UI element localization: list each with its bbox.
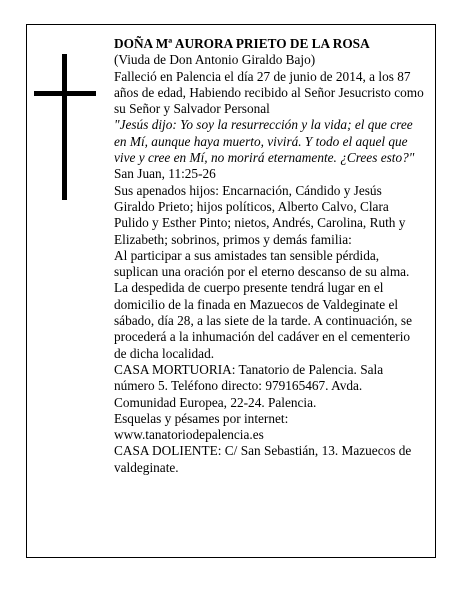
mourning-house: CASA DOLIENTE: C/ San Sebastián, 13. Mazuecos de valdeginate. (114, 443, 412, 475)
death-announcement: Falleció en Palencia el día 27 de junio de 2014, a los 87 años de edad, Habiendo recibido al Señor Jesucristo como su Señor y Salvador Personal (114, 68, 424, 117)
obituary-text (114, 36, 424, 476)
internet-label: Esquelas y pésames por internet: (114, 410, 289, 426)
widow-of-line: (Viuda de Don Antonio Giraldo Bajo) (114, 52, 316, 68)
mortuary-info: CASA MORTUORIA: Tanatorio de Palencia. Sala número 5. Teléfono directo: 979165467. Avda. Comunidad Europea, 22-24. Palencia. (114, 361, 384, 410)
cross-icon (34, 54, 96, 200)
website-link: www.tanatoriodepalencia.es (114, 427, 264, 443)
prayer-request: Al participar a sus amistades tan sensible pérdida, suplican una oración por el eterno descanso de su alma. (114, 247, 410, 280)
bible-quote: "Jesús dijo: Yo soy la resurrección y la vida; el que cree en Mí, aunque haya muerto, vivirá. Y todo el aquel que vive y cree en Mí, no morirá eternamente. ¿Crees esto?" (114, 117, 415, 166)
deceased-name: DOÑA Mª AURORA PRIETO DE LA ROSA (114, 36, 370, 51)
cross-horizontal-bar (34, 91, 96, 96)
cross-vertical-bar (62, 54, 67, 200)
funeral-details: La despedida de cuerpo presente tendrá lugar en el domicilio de la finada en Mazuecos de Valdeginate el sábado, día 28, a las siete de la tarde. A continuación, se procederá a la inhumación del cadáver en el cementerio de dicha localidad. (114, 280, 412, 361)
family-list: Sus apenados hijos: Encarnación, Cándido y Jesús Giraldo Prieto; hijos políticos, Alberto Calvo, Clara Pulido y Esther Pinto; nietos, Andrés, Carolina, Ruth y Elizabeth; sobrinos, primos y demás familia: (114, 182, 406, 247)
quote-reference: San Juan, 11:25-26 (114, 166, 216, 182)
